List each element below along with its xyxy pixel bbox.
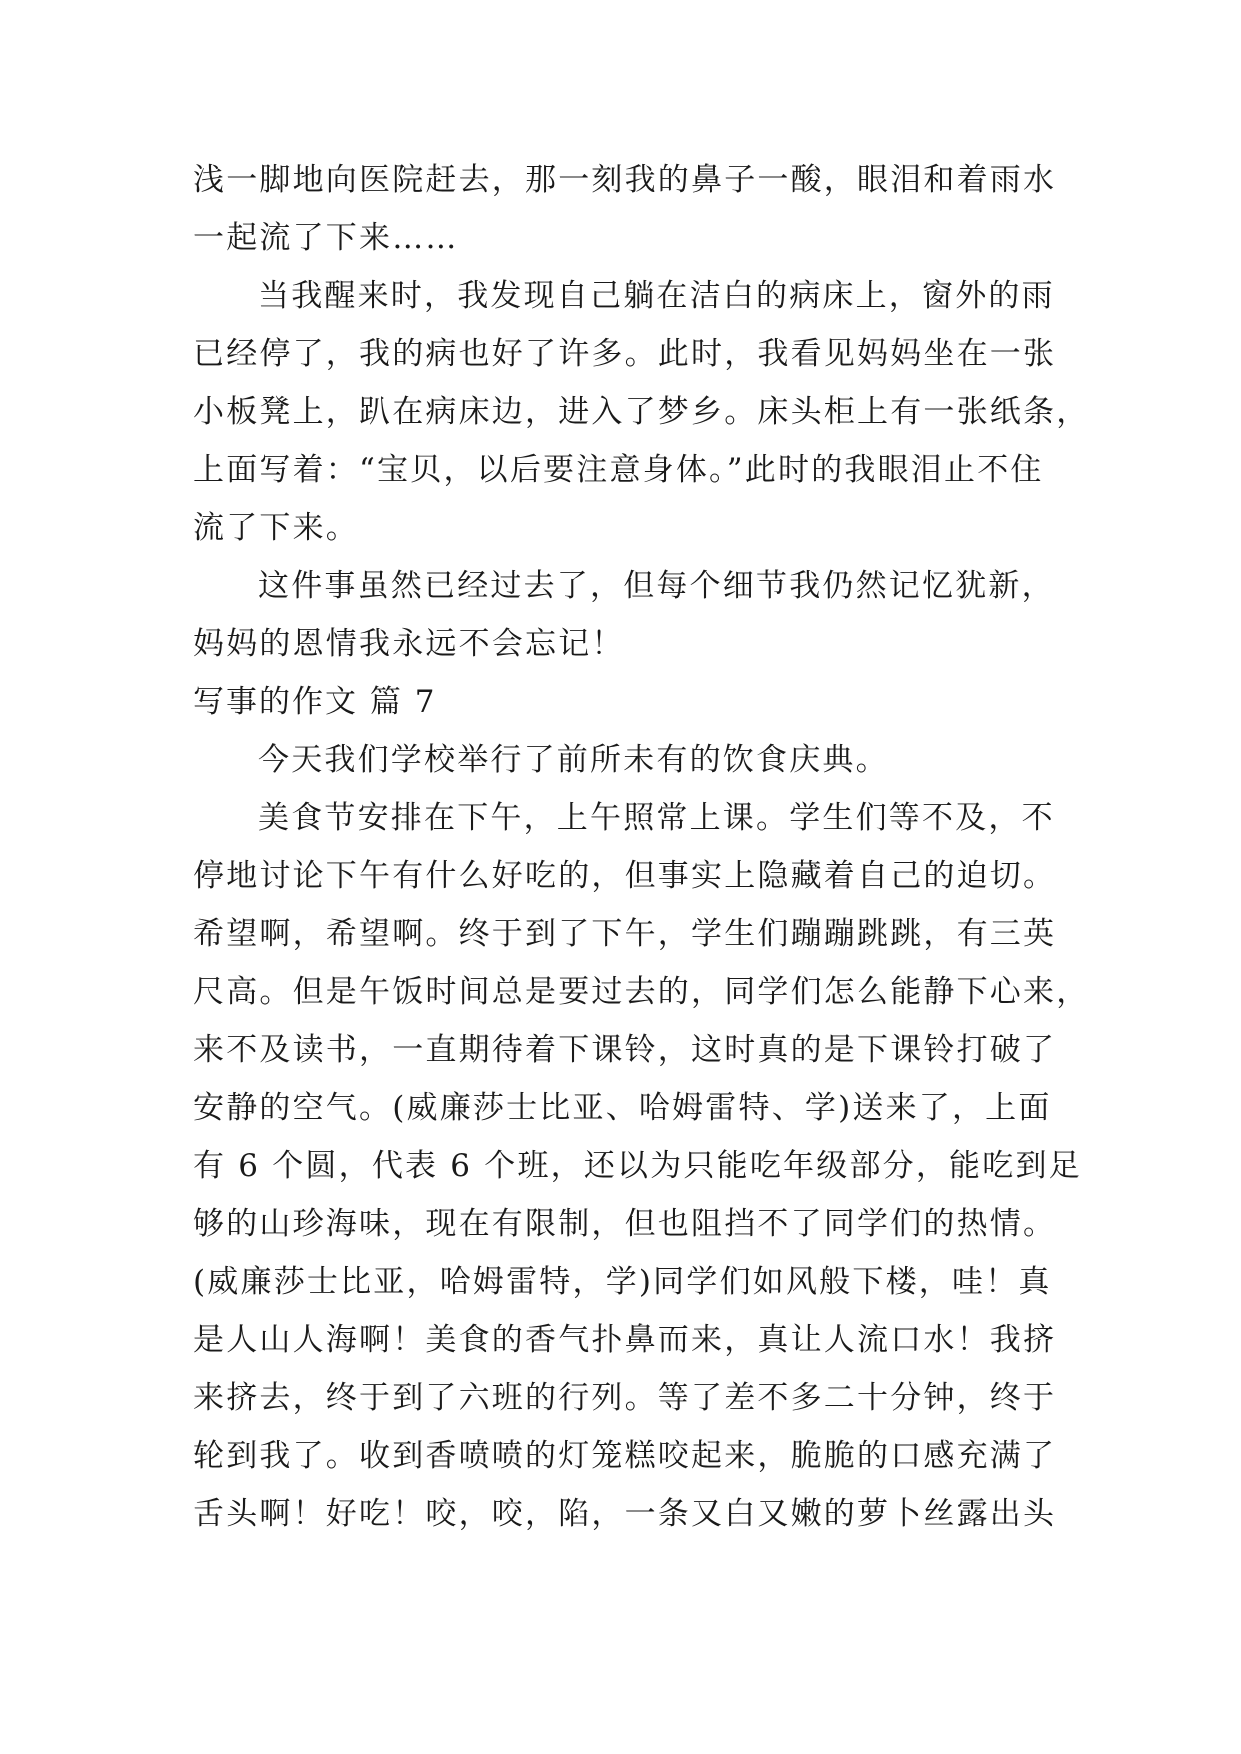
paragraph-start-line: 当我醒来时，我发现自己躺在洁白的病床上，窗外的雨 — [258, 278, 1055, 314]
text-line: 上面写着：“宝贝，以后要注意身体。”此时的我眼泪止不住 — [193, 452, 1044, 488]
text-line: 够的山珍海味，现在有限制，但也阻挡不了同学们的热情。 — [193, 1206, 1057, 1242]
text-line: (威廉莎士比亚，哈姆雷特，学)同学们如风般下楼，哇！真 — [193, 1264, 1052, 1300]
text-line: 来挤去，终于到了六班的行列。等了差不多二十分钟，终于 — [193, 1380, 1057, 1416]
text-line: 轮到我了。收到香喷喷的灯笼糕咬起来，脆脆的口感充满了 — [193, 1438, 1057, 1474]
text-line: 停地讨论下午有什么好吃的，但事实上隐藏着自己的迫切。 — [193, 858, 1057, 894]
paragraph-start-line: 这件事虽然已经过去了，但每个细节我仍然记忆犹新， — [258, 568, 1055, 604]
paragraph-start-line: 美食节安排在下午，上午照常上课。学生们等不及，不 — [258, 800, 1055, 836]
text-line: 希望啊，希望啊。终于到了下午，学生们蹦蹦跳跳，有三英 — [193, 916, 1057, 952]
paragraph-start-line: 今天我们学校举行了前所未有的饮食庆典。 — [258, 742, 889, 778]
text-line: 安静的空气。(威廉莎士比亚、哈姆雷特、学)送来了，上面 — [193, 1090, 1052, 1126]
text-line: 一起流了下来…… — [193, 220, 459, 256]
text-line: 流了下来。 — [193, 510, 359, 546]
text-line: 小板凳上，趴在病床边，进入了梦乡。床头柜上有一张纸条， — [193, 394, 1090, 430]
text-line: 来不及读书，一直期待着下课铃，这时真的是下课铃打破了 — [193, 1032, 1057, 1068]
text-line: 已经停了，我的病也好了许多。此时，我看见妈妈坐在一张 — [193, 336, 1057, 372]
section-heading: 写事的作文 篇 7 — [193, 684, 437, 720]
text-line: 妈妈的恩情我永远不会忘记！ — [193, 626, 625, 662]
text-line: 浅一脚地向医院赶去，那一刻我的鼻子一酸，眼泪和着雨水 — [193, 162, 1057, 198]
text-line: 有 6 个圆，代表 6 个班，还以为只能吃年级部分，能吃到足 — [193, 1148, 1082, 1184]
text-line: 是人山人海啊！美食的香气扑鼻而来，真让人流口水！我挤 — [193, 1322, 1057, 1358]
text-line: 尺高。但是午饭时间总是要过去的，同学们怎么能静下心来， — [193, 974, 1090, 1010]
text-line: 舌头啊！好吃！咬，咬，陷，一条又白又嫩的萝卜丝露出头 — [193, 1496, 1057, 1532]
